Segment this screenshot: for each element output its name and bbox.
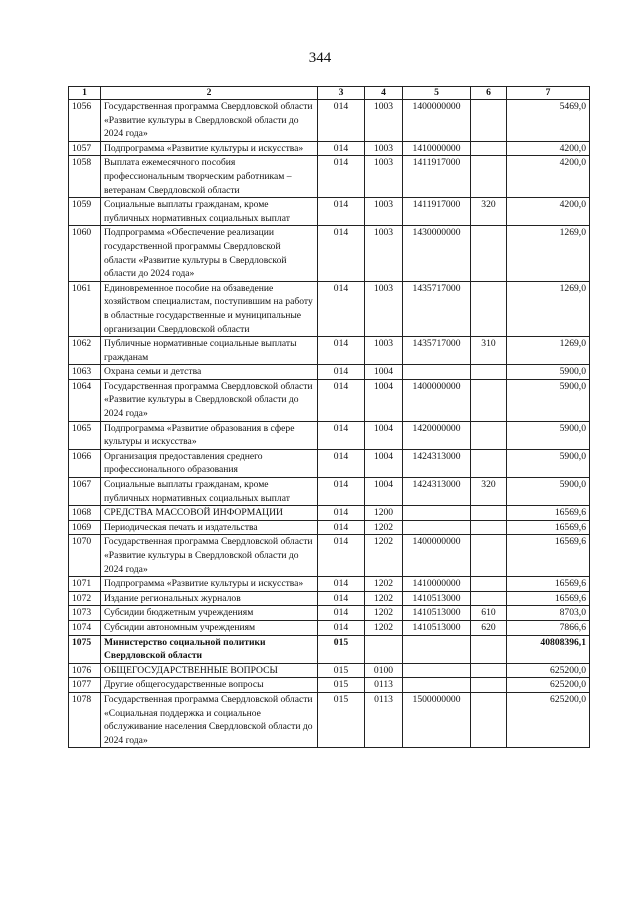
row-target-code: 1400000000 [403,100,471,142]
row-expense-type [471,577,507,592]
row-number: 1065 [69,421,101,449]
table-row [69,520,590,535]
row-number: 1077 [69,678,101,693]
row-target-code [403,365,471,380]
header-col-1: 1 [69,87,101,100]
table-row [69,141,590,156]
header-col-3: 3 [318,87,365,100]
page-number: 344 [308,50,332,66]
row-target-code: 1424313000 [403,478,471,506]
row-expense-type [471,365,507,380]
row-number: 1068 [69,506,101,521]
table-row [69,591,590,606]
row-ved-code: 014 [318,449,365,477]
row-number: 1062 [69,337,101,365]
row-ved-code: 014 [318,156,365,198]
row-name: Выплата ежемесячного пособия профессиональным творческим работникам – ветеранам Свердловской области [101,156,318,198]
row-section-code: 1004 [365,379,403,421]
row-name: Издание региональных журналов [101,591,318,606]
row-name: Государственная программа Свердловской области «Социальная поддержка и социальное обслуживание населения Свердловской области до 2024 года» [101,692,318,747]
row-target-code: 1410513000 [403,591,471,606]
row-section-code: 1202 [365,535,403,577]
row-amount: 625200,0 [507,692,590,747]
row-name: Единовременное пособие на обзаведение хозяйством специалистам, поступившим на работу в областные государственные и муниципальные организации Свердловской области [101,281,318,336]
row-amount: 5469,0 [507,100,590,142]
row-ved-code: 014 [318,506,365,521]
row-ved-code: 014 [318,577,365,592]
row-section-code: 1003 [365,226,403,281]
row-amount: 4200,0 [507,141,590,156]
row-target-code [403,506,471,521]
row-target-code [403,663,471,678]
row-number: 1076 [69,663,101,678]
row-target-code: 1430000000 [403,226,471,281]
row-ved-code: 014 [318,141,365,156]
row-name: Подпрограмма «Развитие культуры и искусства» [101,577,318,592]
row-section-code: 1003 [365,100,403,142]
row-expense-type [471,506,507,521]
row-ved-code: 015 [318,635,365,663]
row-ved-code: 014 [318,226,365,281]
header-col-2: 2 [101,87,318,100]
row-target-code: 1411917000 [403,156,471,198]
row-name: Подпрограмма «Развитие образования в сфере культуры и искусства» [101,421,318,449]
row-expense-type: 310 [471,337,507,365]
row-amount: 625200,0 [507,678,590,693]
row-target-code: 1424313000 [403,449,471,477]
row-number: 1059 [69,198,101,226]
table-header-row [69,87,590,100]
row-amount: 5900,0 [507,421,590,449]
row-ved-code: 014 [318,620,365,635]
row-number: 1070 [69,535,101,577]
table-row [69,678,590,693]
table-row [69,198,590,226]
row-name: Субсидии автономным учреждениям [101,620,318,635]
header-col-6: 6 [471,87,507,100]
table-row [69,421,590,449]
row-amount: 8703,0 [507,606,590,621]
row-number: 1063 [69,365,101,380]
budget-table [68,86,590,748]
row-number: 1057 [69,141,101,156]
row-ved-code: 014 [318,100,365,142]
row-section-code: 0100 [365,663,403,678]
row-ved-code: 014 [318,535,365,577]
row-section-code: 1004 [365,478,403,506]
row-target-code: 1500000000 [403,692,471,747]
row-ved-code: 014 [318,606,365,621]
table-row [69,100,590,142]
row-amount: 4200,0 [507,198,590,226]
row-section-code: 1003 [365,198,403,226]
table-row [69,449,590,477]
row-ved-code: 014 [318,520,365,535]
row-target-code: 1410000000 [403,141,471,156]
row-amount: 625200,0 [507,663,590,678]
row-name: Организация предоставления среднего профессионального образования [101,449,318,477]
row-section-code: 1003 [365,141,403,156]
row-amount: 7866,6 [507,620,590,635]
row-target-code: 1400000000 [403,535,471,577]
row-expense-type: 620 [471,620,507,635]
row-ved-code: 014 [318,281,365,336]
row-amount: 4200,0 [507,156,590,198]
row-amount: 1269,0 [507,337,590,365]
row-expense-type [471,535,507,577]
row-target-code: 1435717000 [403,337,471,365]
row-ved-code: 014 [318,337,365,365]
table-row [69,281,590,336]
row-name: Социальные выплаты гражданам, кроме публичных нормативных социальных выплат [101,198,318,226]
row-expense-type [471,449,507,477]
row-section-code: 1202 [365,591,403,606]
header-col-7: 7 [507,87,590,100]
row-ved-code: 015 [318,663,365,678]
row-target-code: 1410000000 [403,577,471,592]
row-section-code: 1202 [365,620,403,635]
row-ved-code: 014 [318,365,365,380]
row-target-code [403,520,471,535]
row-section-code: 1004 [365,449,403,477]
row-name: Государственная программа Свердловской области «Развитие культуры в Свердловской области до 2024 года» [101,535,318,577]
row-amount: 1269,0 [507,281,590,336]
row-amount: 16569,6 [507,506,590,521]
row-section-code: 1202 [365,606,403,621]
row-expense-type: 610 [471,606,507,621]
row-ved-code: 015 [318,678,365,693]
row-section-code: 1202 [365,577,403,592]
row-number: 1075 [69,635,101,663]
row-amount: 40808396,1 [507,635,590,663]
table-row [69,506,590,521]
header-col-5: 5 [403,87,471,100]
row-expense-type [471,692,507,747]
row-amount: 5900,0 [507,449,590,477]
row-number: 1067 [69,478,101,506]
row-amount: 5900,0 [507,379,590,421]
row-number: 1058 [69,156,101,198]
header-col-4: 4 [365,87,403,100]
row-name: Подпрограмма «Развитие культуры и искусства» [101,141,318,156]
row-target-code: 1410513000 [403,620,471,635]
row-expense-type [471,421,507,449]
row-amount: 5900,0 [507,365,590,380]
row-amount: 16569,6 [507,535,590,577]
row-number: 1073 [69,606,101,621]
row-expense-type [471,379,507,421]
row-number: 1056 [69,100,101,142]
table-row [69,635,590,663]
row-number: 1060 [69,226,101,281]
row-number: 1066 [69,449,101,477]
row-ved-code: 014 [318,478,365,506]
row-amount: 16569,6 [507,591,590,606]
row-expense-type [471,663,507,678]
row-target-code: 1400000000 [403,379,471,421]
row-expense-type [471,281,507,336]
row-name: Публичные нормативные социальные выплаты гражданам [101,337,318,365]
row-number: 1074 [69,620,101,635]
row-section-code: 1003 [365,337,403,365]
row-target-code: 1435717000 [403,281,471,336]
row-name: Государственная программа Свердловской области «Развитие культуры в Свердловской области до 2024 года» [101,100,318,142]
row-name: Подпрограмма «Обеспечение реализации государственной программы Свердловской области «Развитие культуры в Свердловской области до 2024 года» [101,226,318,281]
row-ved-code: 014 [318,198,365,226]
row-number: 1072 [69,591,101,606]
row-number: 1069 [69,520,101,535]
row-name: Периодическая печать и издательства [101,520,318,535]
row-target-code: 1410513000 [403,606,471,621]
table-row [69,606,590,621]
row-expense-type: 320 [471,478,507,506]
table-row [69,226,590,281]
row-ved-code: 015 [318,692,365,747]
row-expense-type [471,520,507,535]
row-amount: 5900,0 [507,478,590,506]
row-section-code: 1004 [365,421,403,449]
row-target-code [403,635,471,663]
row-expense-type [471,226,507,281]
table-row [69,379,590,421]
row-section-code: 1003 [365,156,403,198]
row-expense-type [471,678,507,693]
table-row [69,577,590,592]
row-expense-type [471,141,507,156]
table-body [69,100,590,748]
row-section-code: 0113 [365,678,403,693]
row-number: 1071 [69,577,101,592]
row-ved-code: 014 [318,591,365,606]
row-expense-type [471,156,507,198]
row-section-code [365,635,403,663]
table-row [69,478,590,506]
row-expense-type [471,635,507,663]
row-name: Субсидии бюджетным учреждениям [101,606,318,621]
table-row [69,663,590,678]
table-row [69,337,590,365]
row-section-code: 1200 [365,506,403,521]
table-row [69,365,590,380]
row-name: Министерство социальной политики Свердловской области [101,635,318,663]
table-row [69,692,590,747]
row-number: 1061 [69,281,101,336]
row-amount: 1269,0 [507,226,590,281]
row-target-code: 1420000000 [403,421,471,449]
row-name: Государственная программа Свердловской области «Развитие культуры в Свердловской области до 2024 года» [101,379,318,421]
table-row [69,620,590,635]
row-expense-type [471,100,507,142]
row-name: Охрана семьи и детства [101,365,318,380]
row-section-code: 0113 [365,692,403,747]
table-row [69,535,590,577]
row-name: Другие общегосударственные вопросы [101,678,318,693]
row-section-code: 1003 [365,281,403,336]
row-expense-type: 320 [471,198,507,226]
row-name: Социальные выплаты гражданам, кроме публичных нормативных социальных выплат [101,478,318,506]
row-number: 1078 [69,692,101,747]
row-expense-type [471,591,507,606]
row-ved-code: 014 [318,421,365,449]
row-ved-code: 014 [318,379,365,421]
row-name: СРЕДСТВА МАССОВОЙ ИНФОРМАЦИИ [101,506,318,521]
row-number: 1064 [69,379,101,421]
table-row [69,156,590,198]
row-section-code: 1202 [365,520,403,535]
row-target-code [403,678,471,693]
row-amount: 16569,6 [507,577,590,592]
row-name: ОБЩЕГОСУДАРСТВЕННЫЕ ВОПРОСЫ [101,663,318,678]
row-amount: 16569,6 [507,520,590,535]
row-section-code: 1004 [365,365,403,380]
row-target-code: 1411917000 [403,198,471,226]
